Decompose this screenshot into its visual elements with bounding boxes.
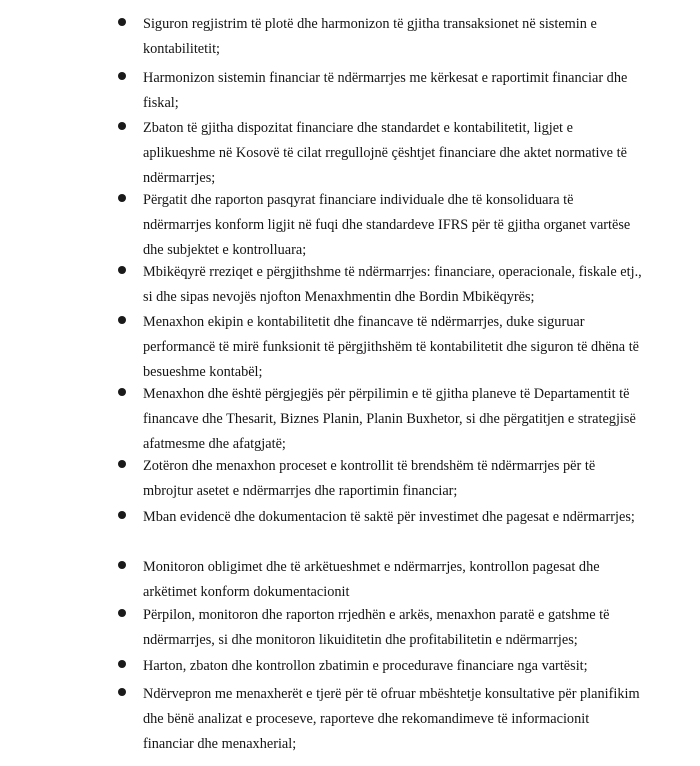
bullet-icon — [118, 266, 126, 274]
list-item-text: Përpilon, monitoron dhe raporton rrjedhën e arkës, menaxhon paratë e gatshme të ndërmarrjes, si dhe monitoron likuiditetin dhe profitabilitetin e ndërmarrjes; — [143, 607, 610, 648]
list-item-text: Zbaton të gjitha dispozitat financiare dhe standardet e kontabilitetit, ligjet e aplikueshme në Kosovë të cilat rregullojnë çështjet financiare dhe aktet normative të ndërmarrjes; — [143, 120, 627, 186]
list-item-text: Mbikëqyrë rreziqet e përgjithshme të ndërmarrjes: financiare, operacionale, fiskale etj., si dhe sipas nevojës njofton Menaxhmentin dhe Bordin Mbikëqyrës; — [143, 264, 642, 305]
list-item-text: Mban evidencë dhe dokumentacion të saktë për investimet dhe pagesat e ndërmarrjes; — [143, 509, 635, 525]
bullet-icon — [118, 72, 126, 80]
bullet-icon — [118, 660, 126, 668]
list-item-text: Harmonizon sistemin financiar të ndërmarrjes me kërkesat e raportimit financiar dhe fiskal; — [143, 70, 628, 111]
bullet-icon — [118, 18, 126, 26]
bullet-icon — [118, 122, 126, 130]
bullet-icon — [118, 561, 126, 569]
list-item-text: Siguron regjistrim të plotë dhe harmonizon të gjitha transaksionet në sistemin e kontabilitetit; — [143, 16, 597, 57]
bullet-icon — [118, 460, 126, 468]
bullet-icon — [118, 194, 126, 202]
list-item-text: Monitoron obligimet dhe të arkëtueshmet e ndërmarrjes, kontrollon pagesat dhe arkëtimet konform dokumentacionit — [143, 559, 600, 600]
list-item-text: Ndërvepron me menaxherët e tjerë për të ofruar mbështetje konsultative për planifikim dhe bënë analizat e proceseve, raporteve dhe rekomandimeve të informacionit financiar dhe menaxherial; — [143, 686, 640, 752]
list-item-text: Harton, zbaton dhe kontrollon zbatimin e procedurave financiare nga vartësit; — [143, 658, 588, 674]
bullet-icon — [118, 609, 126, 617]
list-item-text: Menaxhon ekipin e kontabilitetit dhe financave të ndërmarrjes, duke siguruar performancë të mirë funksionit të përgjithshëm të kontabilitetit dhe siguron të dhëna të besueshme kontabël; — [143, 314, 640, 380]
bullet-icon — [118, 511, 126, 519]
bullet-icon — [118, 388, 126, 396]
bullet-icon — [118, 688, 126, 696]
bullet-icon — [118, 316, 126, 324]
list-item-text: Menaxhon dhe është përgjegjës për përpilimin e të gjitha planeve të Departamentit të financave dhe Thesarit, Biznes Planin, Planin Buxhetor, si dhe përgatitjen e strategjisë afatmesme dhe afatgjatë; — [143, 386, 636, 452]
list-item-text: Përgatit dhe raporton pasqyrat financiare individuale dhe të konsoliduara të ndërmarrjes konform ligjit në fuqi dhe standardeve IFRS për të gjitha organet vartëse dhe subjektet e kontrolluara; — [143, 192, 631, 258]
list-item-text: Zotëron dhe menaxhon proceset e kontrollit të brendshëm të ndërmarrjes për të mbrojtur asetet e ndërmarrjes dhe raportimin financiar; — [143, 458, 596, 499]
